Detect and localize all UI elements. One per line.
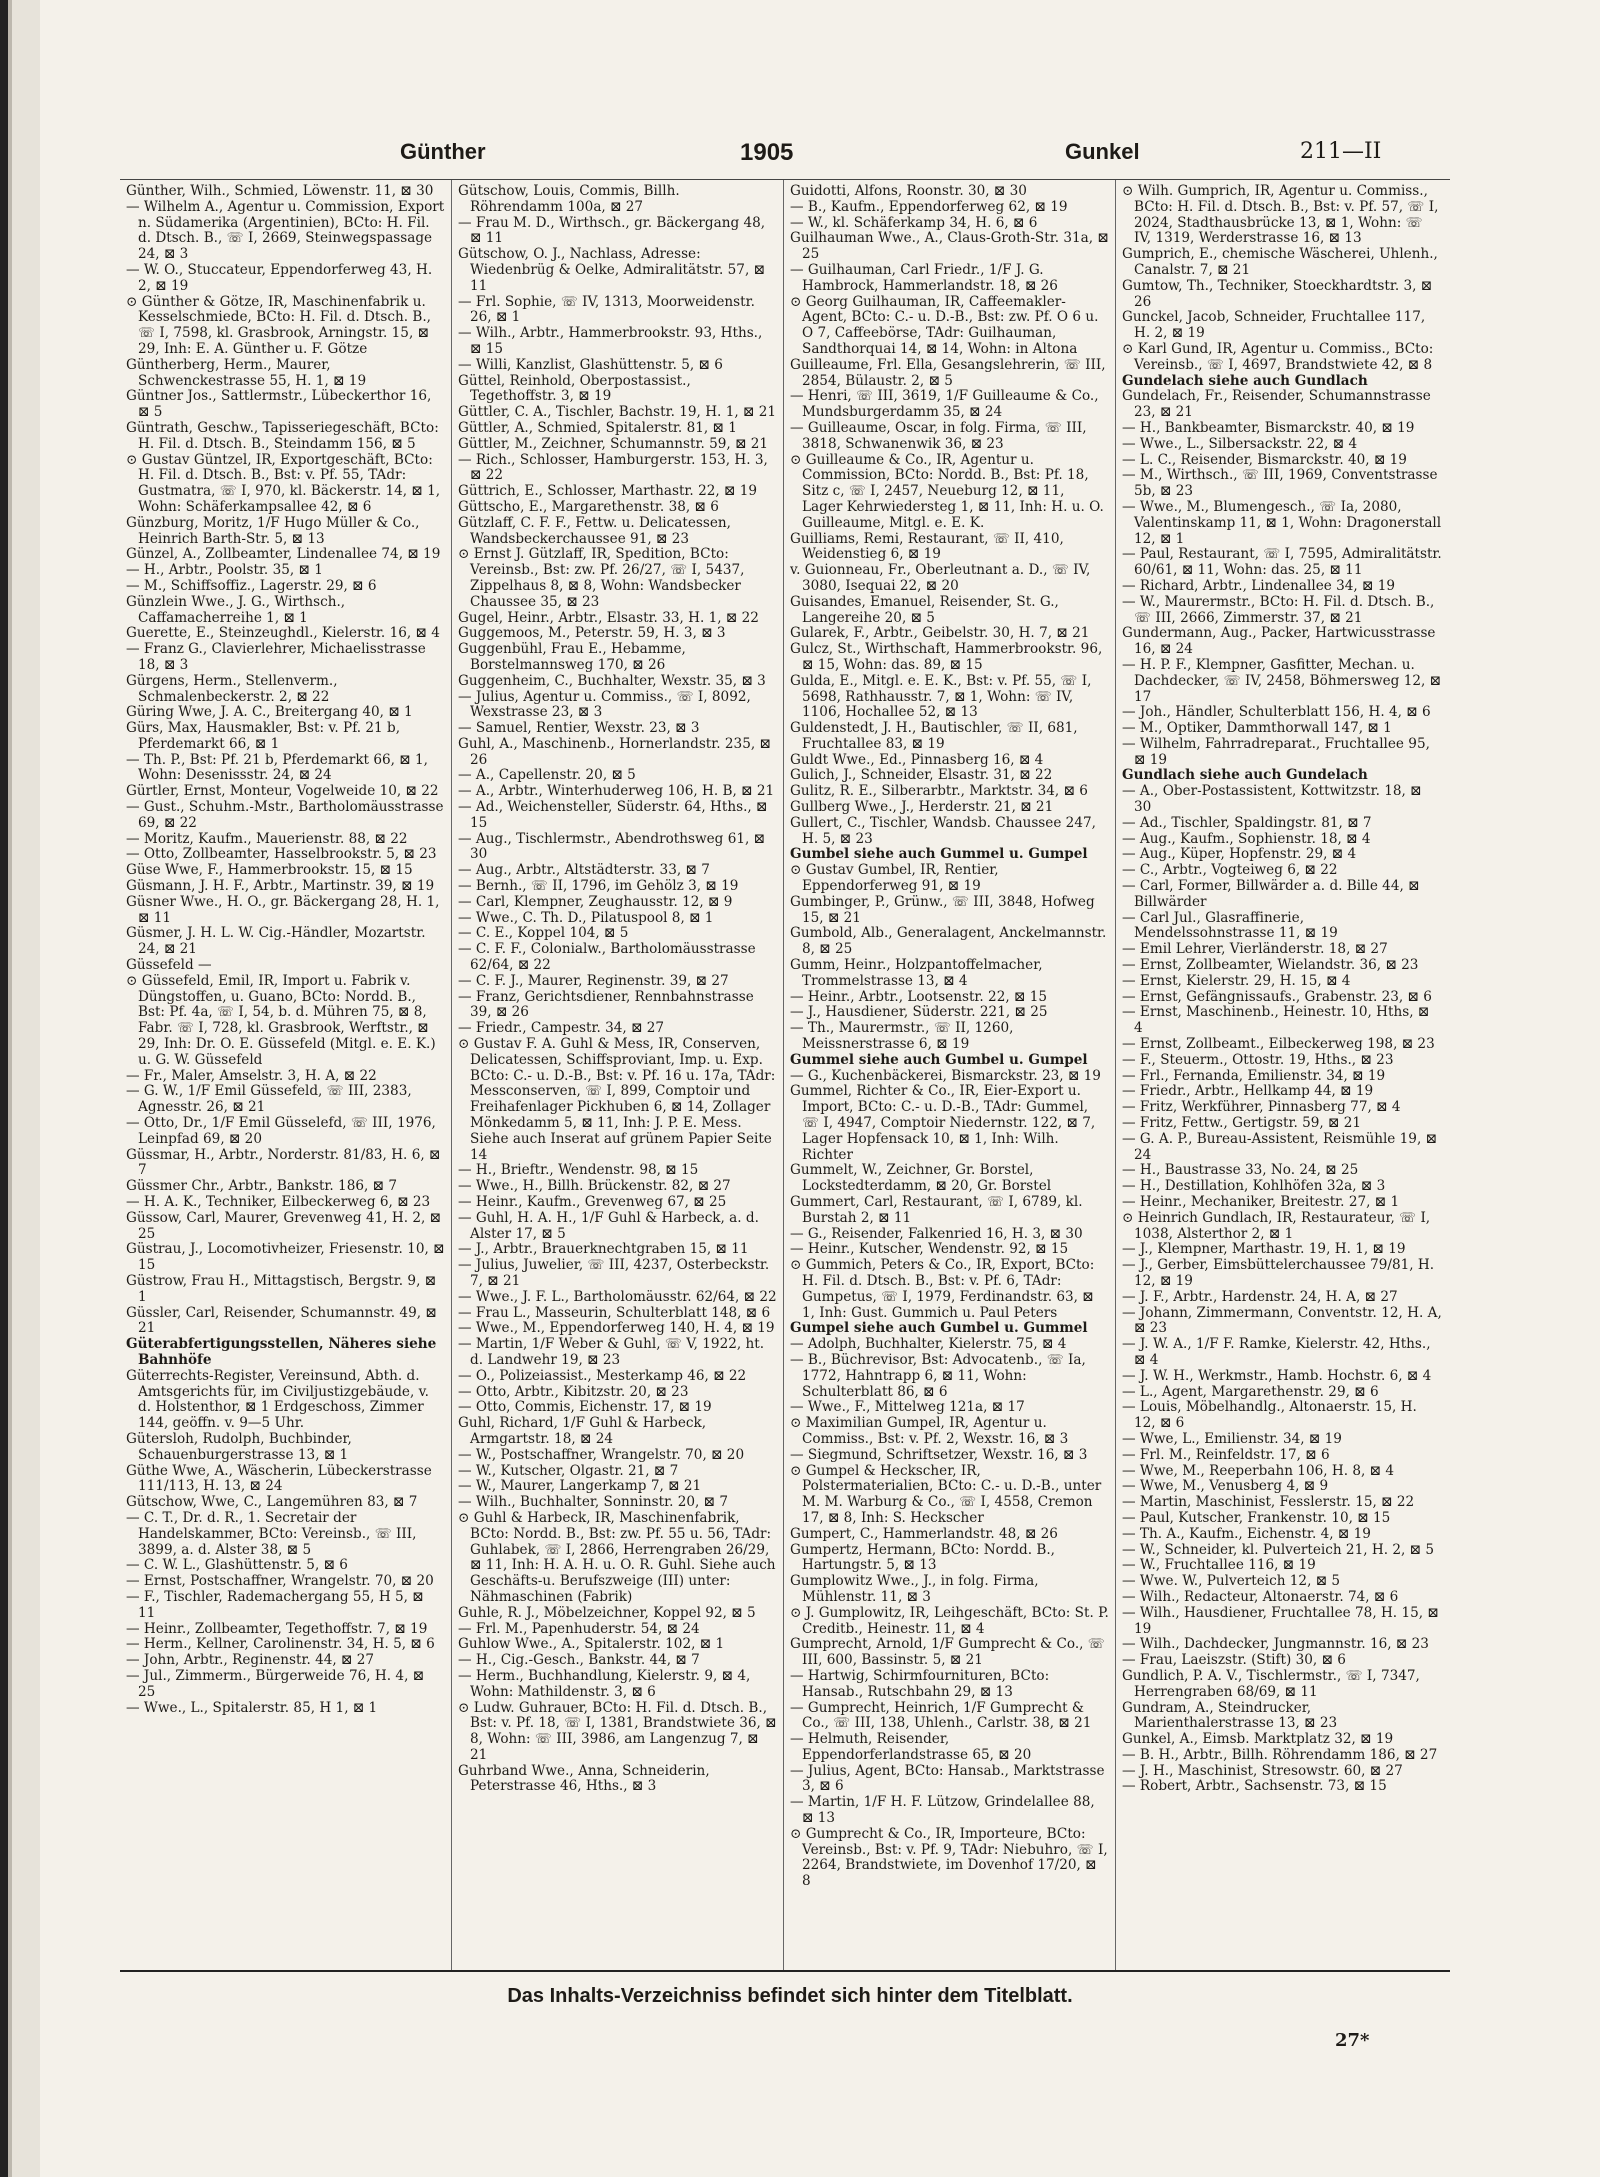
- directory-entry: — Frl. Sophie, ☏ IV, 1313, Moorweidenstr. 26, ⊠ 1: [458, 293, 755, 326]
- directory-entry: — W. O., Stuccateur, Eppendorferweg 43, H. 2, ⊠ 19: [126, 261, 433, 294]
- footer-notice: Das Inhalts-Verzeichniss befindet sich hinter dem Titelblatt.: [507, 1985, 1073, 2007]
- directory-entry: — M., Optiker, Dammthorwall 147, ⊠ 1: [1122, 720, 1392, 737]
- directory-entry: — Otto, Dr., 1/F Emil Güsselefd, ☏ III, 1976, Leinpfad 69, ⊠ 20: [126, 1115, 436, 1147]
- signature-mark: 27*: [1335, 2030, 1370, 2051]
- directory-entry: — Wwe., M., Blumengesch., ☏ Ia, 2080, Valentinskamp 11, ⊠ 1, Wohn: Dragonerstall 12, ⊠ 1: [1122, 498, 1442, 547]
- directory-entry: — J. W. H., Werkmstr., Hamb. Hochstr. 6, ⊠ 4: [1122, 1367, 1432, 1384]
- directory-entry: v. Guionneau, Fr., Oberleutnant a. D., ☏ IV, 3080, Isequai 22, ⊠ 20: [790, 562, 1091, 594]
- directory-entry: ⊙ Gummich, Peters & Co., IR, Export, BCto: H. Fil. d. Dtsch. B., Bst: v. Pf. 6, TAdr: Gumpetus, ☏ I, 1979, Ferdinandstr. 63, ⊠ 1, Inh: Gust. Gummich u. Paul Peters: [790, 1257, 1095, 1321]
- directory-entry: — Heinr., Arbtr., Lootsenstr. 22, ⊠ 15: [790, 988, 1047, 1005]
- directory-entry: — C. T., Dr. d. R., 1. Secretair der Handelskammer, BCto: Vereinsb., ☏ III, 3899, a. d. Alster 38, ⊠ 5: [126, 1509, 417, 1558]
- directory-entry: ⊙ Günther & Götze, IR, Maschinenfabrik u. Kesselschmiede, BCto: H. Fil. d. Dtsch. B., ☏ I, 7598, kl. Grasbrook, Arningstr. 15, ⊠ 29, Inh: E. A. Günther u. F. Götze: [126, 293, 431, 357]
- directory-entry: Gumpertz, Hermann, BCto: Nordd. B., Hartungstr. 5, ⊠ 13: [790, 1541, 1056, 1574]
- directory-entry: Güse Wwe, F., Hammerbrookstr. 15, ⊠ 15: [126, 862, 413, 879]
- directory-entry: Gumbinger, P., Grünw., ☏ III, 3848, Hofweg 15, ⊠ 21: [790, 893, 1095, 926]
- directory-columns: [120, 179, 1450, 1972]
- directory-entry: — H. P. F., Klempner, Gasfitter, Mechan. u. Dachdecker, ☏ IV, 2458, Böhmersweg 12, ⊠ 17: [1122, 656, 1442, 705]
- directory-entry: — H., Destillation, Kohlhöfen 32a, ⊠ 3: [1122, 1178, 1386, 1195]
- directory-entry: — A., Capellenstr. 20, ⊠ 5: [458, 767, 636, 784]
- directory-entry: — W., kl. Schäferkamp 34, H. 6, ⊠ 6: [790, 214, 1038, 231]
- directory-entry: — Wwe., L., Silbersackstr. 22, ⊠ 4: [1122, 435, 1358, 452]
- directory-entry: Gumplowitz Wwe., J., in folg. Firma, Mühlenstr. 11, ⊠ 3: [790, 1573, 1039, 1605]
- directory-entry: — Julius, Agent, BCto: Hansab., Marktstrasse 3, ⊠ 6: [790, 1762, 1105, 1795]
- directory-entry: Gummel, Richter & Co., IR, Eier-Export u. Import, BCto: C.- u. D.-B., TAdr: Gummel, ☏ I, 4947, Comptoir Niedernstr. 122, ⊠ 7, Lager Hopfensack 10, ⊠ 1, Inh: Wilh. Richter: [790, 1083, 1096, 1163]
- directory-entry: — Emil Lehrer, Vierländerstr. 18, ⊠ 27: [1122, 941, 1388, 958]
- directory-entry: Güterabfertigungsstellen, Näheres siehe Bahnhöfe: [126, 1336, 437, 1368]
- directory-entry: — Heinr., Kaufm., Grevenweg 67, ⊠ 25: [458, 1194, 727, 1210]
- directory-entry: ⊙ Ludw. Guhrauer, BCto: H. Fil. d. Dtsch. B., Bst: v. Pf. 18, ☏ I, 1381, Brandstwiete 36, ⊠ 8, Wohn: ☏ III, 3986, am Langenzug 7, ⊠ 21: [458, 1699, 777, 1763]
- directory-entry: Gürs, Max, Hausmakler, Bst: v. Pf. 21 b, Pferdemarkt 66, ⊠ 1: [126, 720, 401, 752]
- directory-entry: Günzburg, Moritz, 1/F Hugo Müller & Co., Heinrich Barth-Str. 5, ⊠ 13: [126, 514, 420, 547]
- directory-entry: Güttler, A., Schmied, Spitalerstr. 81, ⊠ 1: [458, 419, 737, 436]
- directory-entry: Guilliams, Remi, Restaurant, ☏ II, 410, Weidenstieg 6, ⊠ 19: [790, 530, 1064, 563]
- directory-entry: Güsner Wwe., H. O., gr. Bäckergang 28, H. 1, ⊠ 11: [126, 893, 440, 926]
- directory-entry: — Wwe., F., Mittelweg 121a, ⊠ 17: [790, 1399, 1025, 1416]
- directory-entry: — Frau, Laeiszstr. (Stift) 30, ⊠ 6: [1122, 1652, 1346, 1669]
- directory-entry: Guggenbühl, Frau E., Hebamme, Borstelmannsweg 170, ⊠ 26: [458, 641, 686, 673]
- directory-entry: ⊙ Karl Gund, IR, Agentur u. Commiss., BCto: Vereinsb., ☏ I, 4697, Brandstwiete 42, ⊠ 8: [1122, 340, 1434, 373]
- directory-entry: — J. F., Arbtr., Hardenstr. 24, H. A, ⊠ 27: [1122, 1288, 1398, 1305]
- directory-entry: — W., Kutscher, Olgastr. 21, ⊠ 7: [458, 1462, 679, 1479]
- page-binding-edge: [0, 0, 40, 2177]
- directory-entry: — Wwe, M., Reeperbahn 106, H. 8, ⊠ 4: [1122, 1462, 1395, 1479]
- directory-entry: — Otto, Commis, Eichenstr. 17, ⊠ 19: [458, 1399, 712, 1416]
- directory-entry: — Robert, Arbtr., Sachsenstr. 73, ⊠ 15: [1122, 1778, 1387, 1795]
- directory-entry: — Julius, Juwelier, ☏ III, 4237, Osterbeckstr. 7, ⊠ 21: [458, 1257, 770, 1289]
- directory-entry: ⊙ Maximilian Gumpel, IR, Agentur u. Commiss., Bst: v. Pf. 2, Wexstr. 16, ⊠ 3: [790, 1415, 1069, 1447]
- column-1: [120, 180, 452, 1970]
- directory-entry: — W., Postschaffner, Wrangelstr. 70, ⊠ 20: [458, 1446, 745, 1463]
- directory-entry: — J., Klempner, Marthastr. 19, H. 1, ⊠ 19: [1122, 1241, 1406, 1258]
- directory-entry: — Wwe., J. F. L., Bartholomäusstr. 62/64, ⊠ 22: [458, 1288, 777, 1305]
- directory-entry: Guhrband Wwe., Anna, Schneiderin, Peterstrasse 46, Hths., ⊠ 3: [458, 1762, 710, 1795]
- directory-entry: — Ernst, Maschinenb., Heinestr. 10, Hths, ⊠ 4: [1122, 1004, 1430, 1037]
- directory-entry: — Frau M. D., Wirthsch., gr. Bäckergang 48, ⊠ 11: [458, 214, 766, 247]
- directory-entry: — Ernst, Gefängnissaufs., Grabenstr. 23, ⊠ 6: [1122, 988, 1432, 1005]
- directory-entry: Gummelt, W., Zeichner, Gr. Borstel, Lockstedterdamm, ⊠ 20, Gr. Borstel: [790, 1162, 1052, 1195]
- directory-entry: — Martin, 1/F H. F. Lützow, Grindelallee 88, ⊠ 13: [790, 1794, 1095, 1827]
- directory-entry: — Frl., Fernanda, Emilienstr. 34, ⊠ 19: [1122, 1067, 1386, 1084]
- directory-entry: Günzel, A., Zollbeamter, Lindenallee 74, ⊠ 19: [126, 546, 441, 563]
- directory-entry: — Martin, Maschinist, Fesslerstr. 15, ⊠ 22: [1122, 1494, 1415, 1511]
- directory-entry: ⊙ Guilleaume & Co., IR, Agentur u. Commission, BCto: Nordd. B., Bst: Pf. 18, Sitz c, ☏ I, 2457, Neueburg 12, ⊠ 11, Lager Kehrwiedersteg 1, ⊠ 11, Inh: H. u. O. Guilleaume, Mitgl. e. E. K.: [790, 451, 1104, 531]
- directory-entry: Gürgens, Herm., Stellenverm., Schmalenbeckerstr. 2, ⊠ 22: [126, 672, 338, 705]
- directory-entry: — Aug., Tischlermstr., Abendrothsweg 61, ⊠ 30: [458, 830, 766, 863]
- directory-entry: Güstrow, Frau H., Mittagstisch, Bergstr. 9, ⊠ 1: [126, 1272, 437, 1305]
- directory-entry: Gützlaff, C. F. F., Fettw. u. Delicatessen, Wandsbeckerchaussee 91, ⊠ 23: [458, 514, 731, 547]
- directory-entry: Gumprecht, Arnold, 1/F Gumprecht & Co., ☏ III, 600, Bassinstr. 5, ⊠ 21: [790, 1636, 1105, 1669]
- directory-entry: — Th. P., Bst: Pf. 21 b, Pferdemarkt 66, ⊠ 1, Wohn: Desenissstr. 24, ⊠ 24: [126, 751, 428, 784]
- directory-entry: — F., Tischler, Rademachergang 55, H 5, ⊠ 11: [126, 1588, 424, 1621]
- directory-entry: Günzlein Wwe., J. G., Wirthsch., Caffamacherreihe 1, ⊠ 1: [126, 593, 346, 626]
- directory-entry: Günther, Wilh., Schmied, Löwenstr. 11, ⊠ 30: [126, 183, 434, 199]
- directory-entry: Gumtow, Th., Techniker, Stoeckhardtstr. 3, ⊠ 26: [1122, 277, 1433, 310]
- header-first-name: Günther: [400, 139, 486, 164]
- directory-entry: Güttel, Reinhold, Oberpostassist., Tegethoffstr. 3, ⊠ 19: [458, 372, 691, 405]
- directory-entry: — Moritz, Kaufm., Mauerienstr. 88, ⊠ 22: [126, 830, 408, 847]
- directory-entry: — Herm., Kellner, Carolinenstr. 34, H. 5, ⊠ 6: [126, 1636, 435, 1653]
- directory-entry: — J. W. A., 1/F F. Ramke, Kielerstr. 42, Hths., ⊠ 4: [1122, 1336, 1431, 1368]
- directory-entry: Guhlow Wwe., A., Spitalerstr. 102, ⊠ 1: [458, 1636, 725, 1653]
- directory-entry: Gumm, Heinr., Holzpantoffelmacher, Trommelstrasse 13, ⊠ 4: [790, 957, 1043, 989]
- directory-entry: — Jul., Zimmerm., Bürgerweide 76, H. 4, ⊠ 25: [126, 1667, 425, 1700]
- directory-entry: Gundram, A., Steindrucker, Marienthalerstrasse 13, ⊠ 23: [1122, 1699, 1338, 1732]
- directory-entry: — Heinr., Zollbeamter, Tegethoffstr. 7, ⊠ 19: [126, 1620, 428, 1637]
- directory-entry: — Heinr., Mechaniker, Breitestr. 27, ⊠ 1: [1122, 1194, 1400, 1210]
- directory-entry: Gütschow, Louis, Commis, Billh. Röhrendamm 100a, ⊠ 27: [458, 183, 680, 215]
- directory-entry: — G. A. P., Bureau-Assistent, Reismühle 19, ⊠ 24: [1122, 1130, 1437, 1163]
- directory-entry: Güttscho, E., Margarethenstr. 38, ⊠ 6: [458, 498, 719, 515]
- running-header: [120, 135, 1450, 175]
- directory-entry: Güsmann, J. H. F., Arbtr., Martinstr. 39, ⊠ 19: [126, 878, 435, 895]
- directory-entry: — Siegmund, Schriftsetzer, Wexstr. 16, ⊠ 3: [790, 1446, 1088, 1463]
- directory-entry: — Gust., Schuhm.-Mstr., Bartholomäusstrasse 69, ⊠ 22: [126, 799, 444, 831]
- directory-entry: — Wilhelm, Fahrradreparat., Fruchtallee 95, ⊠ 19: [1122, 735, 1430, 768]
- directory-entry: Gumpert, C., Hammerlandstr. 48, ⊠ 26: [790, 1525, 1058, 1542]
- directory-entry: Gullert, C., Tischler, Wandsb. Chaussee 247, H. 5, ⊠ 23: [790, 814, 1096, 847]
- directory-entry: Gugel, Heinr., Arbtr., Elsastr. 33, H. 1, ⊠ 22: [458, 609, 759, 626]
- directory-entry: — Friedr., Campestr. 34, ⊠ 27: [458, 1020, 665, 1037]
- directory-entry: Guldt Wwe., Ed., Pinnasberg 16, ⊠ 4: [790, 751, 1044, 768]
- directory-entry: Gürtler, Ernst, Monteur, Vogelweide 10, ⊠ 22: [126, 783, 439, 800]
- directory-entry: Guggemoos, M., Peterstr. 59, H. 3, ⊠ 3: [458, 625, 726, 642]
- directory-entry: — A., Ober-Postassistent, Kottwitzstr. 18, ⊠ 30: [1122, 783, 1422, 816]
- directory-entry: — Ernst, Postschaffner, Wrangelstr. 70, ⊠ 20: [126, 1573, 434, 1590]
- directory-entry: — Paul, Kutscher, Frankenstr. 10, ⊠ 15: [1122, 1509, 1391, 1526]
- directory-entry: Gütersloh, Rudolph, Buchbinder, Schauenburgerstrasse 13, ⊠ 1: [126, 1430, 352, 1463]
- directory-entry: Guerette, E., Steinzeughdl., Kielerstr. 16, ⊠ 4: [126, 625, 440, 642]
- directory-entry: Gummert, Carl, Restaurant, ☏ I, 6789, kl. Burstah 2, ⊠ 11: [790, 1194, 1083, 1226]
- directory-entry: — H. A. K., Techniker, Eilbeckerweg 6, ⊠ 23: [126, 1194, 431, 1210]
- header-year: 1905: [740, 139, 794, 166]
- directory-entry: — Guhl, H. A. H., 1/F Guhl & Harbeck, a. d. Alster 17, ⊠ 5: [458, 1209, 759, 1242]
- directory-entry: Güterrechts-Register, Vereinsund, Abth. d. Amtsgerichts für, im Civiljustizgebäude, v. d. Holstenthor, ⊠ 1 Erdgeschoss, Zimmer 144, geöffn. v. 9—5 Uhr.: [126, 1367, 429, 1432]
- directory-entry: — Carl, Former, Billwärder a. d. Bille 44, ⊠ Billwärder: [1122, 878, 1420, 910]
- directory-entry: — Ernst, Zollbeamt., Eilbeckerweg 198, ⊠ 23: [1122, 1036, 1435, 1053]
- directory-entry: — C. F. J., Maurer, Reginenstr. 39, ⊠ 27: [458, 972, 729, 989]
- directory-entry: Güthe Wwe, A., Wäscherin, Lübeckerstrasse 111/113, H. 13, ⊠ 24: [126, 1462, 432, 1495]
- directory-entry: — Wilh., Dachdecker, Jungmannstr. 16, ⊠ 23: [1122, 1636, 1429, 1653]
- header-page-number: 211—II: [1300, 139, 1382, 164]
- directory-entry: Gundelach siehe auch Gundlach: [1122, 372, 1368, 389]
- directory-entry: — G., Kuchenbäckerei, Bismarckstr. 23, ⊠ 19: [790, 1067, 1101, 1084]
- directory-entry: — J., Hausdiener, Süderstr. 221, ⊠ 25: [790, 1004, 1048, 1021]
- directory-entry: — Wilh., Arbtr., Hammerbrookstr. 93, Hths., ⊠ 15: [458, 325, 763, 357]
- directory-entry: — G., Reisender, Falkenried 16, H. 3, ⊠ 30: [790, 1225, 1083, 1242]
- directory-entry: — J. H., Maschinist, Stresowstr. 60, ⊠ 27: [1122, 1762, 1403, 1779]
- directory-entry: — Th., Maurermstr., ☏ II, 1260, Meissnerstrasse 6, ⊠ 19: [790, 1020, 1014, 1053]
- directory-entry: — C. E., Koppel 104, ⊠ 5: [458, 925, 629, 942]
- directory-entry: Güttler, C. A., Tischler, Bachstr. 19, H. 1, ⊠ 21: [458, 404, 776, 421]
- directory-entry: — Paul, Restaurant, ☏ I, 7595, Admiralitätstr. 60/61, ⊠ 11, Wohn: das. 25, ⊠ 11: [1122, 546, 1442, 579]
- directory-entry: ⊙ Gumpel & Heckscher, IR, Polstermaterialien, BCto: C.- u. D.-B., unter M. M. Warburg & Co., ☏ I, 4558, Cremon 17, ⊠ 8, Inh: S. Heckscher: [790, 1462, 1102, 1526]
- directory-entry: — Guilhauman, Carl Friedr., 1/F J. G. Hambrock, Hammerlandstr. 18, ⊠ 26: [790, 261, 1058, 294]
- directory-entry: — Wilhelm A., Agentur u. Commission, Export n. Südamerika (Argentinien), BCto: H. Fil. d. Dtsch. B., ☏ I, 2669, Steinwegspassage 24, ⊠ 3: [126, 198, 445, 263]
- directory-entry: — Wwe., H., Billh. Brückenstr. 82, ⊠ 27: [458, 1178, 731, 1195]
- directory-entry: — Herm., Buchhandlung, Kielerstr. 9, ⊠ 4, Wohn: Mathildenstr. 3, ⊠ 6: [458, 1667, 751, 1700]
- directory-entry: — Guilleaume, Oscar, in folg. Firma, ☏ III, 3818, Schwanenwik 36, ⊠ 23: [790, 419, 1087, 452]
- directory-entry: — Martin, 1/F Weber & Guhl, ☏ V, 1922, ht. d. Landwehr 19, ⊠ 23: [458, 1336, 765, 1368]
- directory-entry: — Ernst, Zollbeamter, Wielandstr. 36, ⊠ 23: [1122, 957, 1419, 974]
- directory-entry: — W., Maurer, Langerkamp 7, ⊠ 21: [458, 1478, 702, 1495]
- directory-entry: Güssmer Chr., Arbtr., Bankstr. 186, ⊠ 7: [126, 1178, 398, 1195]
- directory-entry: Gummel siehe auch Gumbel u. Gumpel: [790, 1051, 1088, 1068]
- directory-entry: ⊙ Gustav Gumbel, IR, Rentier, Eppendorferweg 91, ⊠ 19: [790, 862, 999, 895]
- directory-entry: — B., Büchrevisor, Bst: Advocatenb., ☏ Ia, 1772, Hahntrapp 6, ⊠ 11, Wohn: Schulterblatt 86, ⊠ 6: [790, 1351, 1086, 1400]
- directory-entry: — C. F. F., Colonialw., Bartholomäusstrasse 62/64, ⊠ 22: [458, 941, 756, 974]
- directory-entry: — Helmuth, Reisender, Eppendorferlandstrasse 65, ⊠ 20: [790, 1731, 1032, 1763]
- directory-entry: — Joh., Händler, Schulterblatt 156, H. 4, ⊠ 6: [1122, 704, 1431, 721]
- directory-entry: Güssow, Carl, Maurer, Grevenweg 41, H. 2, ⊠ 25: [126, 1209, 442, 1242]
- directory-entry: Gulcz, St., Wirthschaft, Hammerbrookstr. 96, ⊠ 15, Wohn: das. 89, ⊠ 15: [790, 641, 1103, 673]
- directory-entry: — A., Arbtr., Winterhuderweg 106, H. B, ⊠ 21: [458, 783, 775, 800]
- directory-entry: ⊙ Georg Guilhauman, IR, Caffeemakler-Agent, BCto: C.- u. D.-B., Bst: zw. Pf. O 6 u. O 7, Caffeebörse, TAdr: Guilhauman, Sandthorquai 14, ⊠ 14, Wohn: in Altona: [790, 293, 1099, 357]
- directory-entry: — Wwe., M., Eppendorferweg 140, H. 4, ⊠ 19: [458, 1320, 775, 1337]
- directory-entry: Gularek, F., Arbtr., Geibelstr. 30, H. 7, ⊠ 21: [790, 625, 1090, 642]
- directory-entry: — L. C., Reisender, Bismarckstr. 40, ⊠ 19: [1122, 451, 1407, 468]
- directory-entry: — J., Gerber, Eimsbüttelerchaussee 79/81, H. 12, ⊠ 19: [1122, 1257, 1435, 1289]
- directory-entry: — W., Schneider, kl. Pulverteich 21, H. 2, ⊠ 5: [1122, 1541, 1435, 1558]
- directory-entry: — Ad., Tischler, Spaldingstr. 81, ⊠ 7: [1122, 814, 1372, 831]
- directory-entry: — Bernh., ☏ II, 1796, im Gehölz 3, ⊠ 19: [458, 878, 739, 895]
- directory-entry: Guggenheim, C., Buchhalter, Wexstr. 35, ⊠ 3: [458, 672, 766, 689]
- directory-page: [120, 135, 1450, 2085]
- directory-entry: ⊙ Güssefeld, Emil, IR, Import u. Fabrik v. Düngstoffen, u. Guano, BCto: Nordd. B., Bst: Pf. 4a, ☏ I, 54, b. d. Mühren 75, ⊠ 8, Fabr. ☏ I, 728, kl. Grasbrook, Werftstr., ⊠ 29, Inh: Dr. O. E. Güssefeld (Mitgl. e. E. K.) u. G. W. Güssefeld: [126, 972, 436, 1068]
- header-last-name: Gunkel: [1065, 139, 1140, 164]
- directory-entry: Guilhauman Wwe., A., Claus-Groth-Str. 31a, ⊠ 25: [790, 230, 1109, 263]
- directory-entry: Güssler, Carl, Reisender, Schumannstr. 49, ⊠ 21: [126, 1304, 437, 1337]
- directory-entry: — Th. A., Kaufm., Eichenstr. 4, ⊠ 19: [1122, 1525, 1371, 1542]
- directory-entry: Güsmer, J. H. L. W. Cig.-Händler, Mozartstr. 24, ⊠ 21: [126, 925, 426, 958]
- directory-entry: Gulda, E., Mitgl. e. E. K., Bst: v. Pf. 55, ☏ I, 5698, Rathhausstr. 7, ⊠ 1, Wohn: ☏ IV, 1106, Hochallee 52, ⊠ 13: [790, 672, 1092, 721]
- directory-entry: — Otto, Zollbeamter, Hasselbrookstr. 5, ⊠ 23: [126, 846, 437, 863]
- directory-entry: Gumbel siehe auch Gummel u. Gumpel: [790, 846, 1088, 863]
- directory-entry: — Aug., Arbtr., Altstädterstr. 33, ⊠ 7: [458, 862, 710, 879]
- directory-entry: Gundlach siehe auch Gundelach: [1122, 767, 1368, 784]
- directory-entry: ⊙ Gustav F. A. Guhl & Mess, IR, Conserven, Delicatessen, Schiffsproviant, Imp. u. Exp. BCto: C.- u. D.-B., Bst: v. Pf. 16 u. 17a, TAdr: Messconserven, ☏ I, 899, Comptoir und Freihafenlager Pickhuben 6, ⊠ 14, Zollager Mönkedamm 5, ⊠ 11, Inh: J. P. E. Mess. Siehe auch Inserat auf grünem Papier Seite 14: [458, 1036, 776, 1163]
- directory-entry: — H., Bankbeamter, Bismarckstr. 40, ⊠ 19: [1122, 419, 1415, 436]
- column-2: [452, 180, 784, 1970]
- directory-entry: — Carl, Klempner, Zeughausstr. 12, ⊠ 9: [458, 893, 733, 910]
- directory-entry: — M., Wirthsch., ☏ III, 1969, Conventstrasse 5b, ⊠ 23: [1122, 467, 1438, 500]
- column-4: [1116, 180, 1448, 1970]
- directory-entry: Güstrau, J., Locomotivheizer, Friesenstr. 10, ⊠ 15: [126, 1241, 445, 1274]
- directory-entry: — Heinr., Kutscher, Wendenstr. 92, ⊠ 15: [790, 1241, 1069, 1258]
- directory-entry: ⊙ Ernst J. Gützlaff, IR, Spedition, BCto: Vereinsb., Bst: zw. Pf. 26/27, ☏ I, 5437, Zippelhaus 8, ⊠ 8, Wohn: Wandsbecker Chaussee 35, ⊠ 23: [458, 546, 745, 610]
- directory-entry: Güssefeld —: [126, 957, 212, 974]
- directory-entry: — Frau L., Masseurin, Schulterblatt 148, ⊠ 6: [458, 1304, 771, 1321]
- directory-entry: Güntrath, Geschw., Tapisseriegeschäft, BCto: H. Fil. d. Dtsch. B., Steindamm 156, ⊠ 5: [126, 419, 439, 452]
- directory-entry: — C. W. L., Glashüttenstr. 5, ⊠ 6: [126, 1557, 348, 1574]
- directory-entry: Gumbold, Alb., Generalagent, Anckelmannstr. 8, ⊠ 25: [790, 925, 1107, 958]
- directory-entry: ⊙ Gustav Güntzel, IR, Exportgeschäft, BCto: H. Fil. d. Dtsch. B., Bst: v. Pf. 55, TAdr: Gustmatra, ☏ I, 970, kl. Bäckerstr. 14, ⊠ 1, Wohn: Schäferkampsallee 42, ⊠ 6: [126, 451, 441, 515]
- directory-entry: — H., Arbtr., Poolstr. 35, ⊠ 1: [126, 562, 323, 579]
- directory-entry: Guhl, Richard, 1/F Guhl & Harbeck, Armgartstr. 18, ⊠ 24: [458, 1415, 707, 1447]
- directory-entry: — Wwe., L., Spitalerstr. 85, H 1, ⊠ 1: [126, 1699, 378, 1716]
- directory-entry: — W., Fruchtallee 116, ⊠ 19: [1122, 1557, 1316, 1574]
- directory-entry: — Julius, Agentur u. Commiss., ☏ I, 8092, Wexstrasse 23, ⊠ 3: [458, 688, 751, 721]
- directory-entry: — F., Steuerm., Ottostr. 19, Hths., ⊠ 23: [1122, 1051, 1394, 1068]
- directory-entry: Gunkel, A., Eimsb. Marktplatz 32, ⊠ 19: [1122, 1731, 1394, 1748]
- directory-entry: Gullberg Wwe., J., Herderstr. 21, ⊠ 21: [790, 799, 1054, 816]
- directory-entry: Gundlich, P. A. V., Tischlermstr., ☏ I, 7347, Herrengraben 68/69, ⊠ 11: [1122, 1667, 1420, 1700]
- directory-entry: Güssmar, H., Arbtr., Norderstr. 81/83, H. 6, ⊠ 7: [126, 1146, 441, 1179]
- directory-entry: — C., Arbtr., Vogteiweg 6, ⊠ 22: [1122, 862, 1338, 879]
- directory-entry: — Friedr., Arbtr., Hellkamp 44, ⊠ 19: [1122, 1083, 1374, 1100]
- directory-entry: — W., Maurermstr., BCto: H. Fil. d. Dtsch. B., ☏ III, 2666, Zimmerstr. 37, ⊠ 21: [1122, 593, 1435, 626]
- directory-entry: Güring Wwe, J. A. C., Breitergang 40, ⊠ 1: [126, 704, 413, 721]
- directory-entry: Güntner Jos., Sattlermstr., Lübeckerthor 16, ⊠ 5: [126, 388, 432, 421]
- directory-entry: — Wilh., Buchhalter, Sonninstr. 20, ⊠ 7: [458, 1494, 729, 1511]
- directory-entry: — H., Brieftr., Wendenstr. 98, ⊠ 15: [458, 1162, 699, 1179]
- directory-entry: — Adolph, Buchhalter, Kielerstr. 75, ⊠ 4: [790, 1336, 1067, 1353]
- directory-entry: — Hartwig, Schirmfournituren, BCto: Hansab., Rutschbahn 29, ⊠ 13: [790, 1667, 1050, 1700]
- directory-entry: — Ad., Weichensteller, Süderstr. 64, Hths., ⊠ 15: [458, 799, 768, 831]
- directory-entry: — Franz, Gerichtsdiener, Rennbahnstrasse 39, ⊠ 26: [458, 988, 754, 1021]
- directory-entry: Gulitz, R. E., Silberarbtr., Marktstr. 34, ⊠ 6: [790, 783, 1088, 800]
- directory-entry: Gütschow, Wwe, C., Langemühren 83, ⊠ 7: [126, 1494, 418, 1511]
- directory-entry: Gulich, J., Schneider, Elsastr. 31, ⊠ 22: [790, 767, 1053, 784]
- directory-entry: Guldenstedt, J. H., Bautischler, ☏ II, 681, Fruchtallee 83, ⊠ 19: [790, 720, 1078, 752]
- directory-entry: Gütschow, O. J., Nachlass, Adresse: Wiedenbrüg & Oelke, Admiralitätstr. 57, ⊠ 11: [458, 246, 765, 294]
- directory-entry: — Johann, Zimmermann, Conventstr. 12, H. A, ⊠ 23: [1122, 1304, 1442, 1337]
- directory-entry: Guhle, R. J., Möbelzeichner, Koppel 92, ⊠ 5: [458, 1604, 756, 1621]
- directory-entry: Gumprich, E., chemische Wäscherei, Uhlenh., Canalstr. 7, ⊠ 21: [1122, 246, 1438, 278]
- directory-entry: — Wilh., Hausdiener, Fruchtallee 78, H. 15, ⊠ 19: [1122, 1604, 1439, 1637]
- directory-entry: ⊙ Heinrich Gundlach, IR, Restaurateur, ☏ I, 1038, Alsterthor 2, ⊠ 1: [1122, 1209, 1431, 1242]
- directory-entry: Gundermann, Aug., Packer, Hartwicusstrasse 16, ⊠ 24: [1122, 625, 1436, 658]
- directory-entry: — Louis, Möbelhandlg., Altonaerstr. 15, H. 12, ⊠ 6: [1122, 1399, 1417, 1432]
- directory-entry: — Aug., Küper, Hopfenstr. 29, ⊠ 4: [1122, 846, 1357, 863]
- directory-entry: Gundelach, Fr., Reisender, Schumannstrasse 23, ⊠ 21: [1122, 388, 1431, 421]
- directory-entry: Guhl, A., Maschinenb., Hornerlandstr. 235, ⊠ 26: [458, 735, 771, 768]
- directory-entry: — M., Schiffsoffiz., Lagerstr. 29, ⊠ 6: [126, 577, 377, 594]
- directory-entry: — John, Arbtr., Reginenstr. 44, ⊠ 27: [126, 1652, 375, 1669]
- directory-entry: — Wwe, M., Venusberg 4, ⊠ 9: [1122, 1478, 1329, 1495]
- directory-entry: — O., Polizeiassist., Mesterkamp 46, ⊠ 22: [458, 1367, 747, 1384]
- directory-entry: — Henri, ☏ III, 3619, 1/F Guilleaume & Co., Mundsburgerdamm 35, ⊠ 24: [790, 388, 1099, 421]
- directory-entry: — Fritz, Werkführer, Pinnasberg 77, ⊠ 4: [1122, 1099, 1401, 1116]
- directory-entry: ⊙ J. Gumplowitz, IR, Leihgeschäft, BCto: St. P. Creditb., Heinestr. 11, ⊠ 4: [790, 1604, 1109, 1637]
- directory-entry: — Carl Jul., Glasraffinerie, Mendelssohnstrasse 11, ⊠ 19: [1122, 909, 1338, 942]
- directory-entry: — Wwe., C. Th. D., Pilatuspool 8, ⊠ 1: [458, 909, 714, 926]
- directory-entry: — Ernst, Kielerstr. 29, H. 15, ⊠ 4: [1122, 972, 1351, 989]
- directory-entry: — Wilh., Redacteur, Altonaerstr. 74, ⊠ 6: [1122, 1588, 1399, 1605]
- directory-entry: Güttrich, E., Schlosser, Marthastr. 22, ⊠ 19: [458, 483, 758, 500]
- directory-entry: ⊙ Wilh. Gumprich, IR, Agentur u. Commiss., BCto: H. Fil. d. Dtsch. B., Bst: v. Pf. 57, ☏ I, 2024, Stadthausbrücke 13, ⊠ 1, Wohn: ☏ IV, 1319, Werderstrasse 16, ⊠ 13: [1122, 183, 1439, 247]
- directory-entry: — Samuel, Rentier, Wexstr. 23, ⊠ 3: [458, 720, 700, 737]
- directory-entry: — Otto, Arbtr., Kibitzstr. 20, ⊠ 23: [458, 1383, 689, 1400]
- directory-entry: Gumpel siehe auch Gumbel u. Gummel: [790, 1320, 1088, 1337]
- directory-entry: Güntherberg, Herm., Maurer, Schwenckestrasse 55, H. 1, ⊠ 19: [126, 356, 367, 389]
- directory-entry: — Fr., Maler, Amselstr. 3, H. A, ⊠ 22: [126, 1067, 377, 1084]
- directory-entry: Guisandes, Emanuel, Reisender, St. G., Langereihe 20, ⊠ 5: [790, 593, 1059, 626]
- directory-entry: — J., Arbtr., Brauerknechtgraben 15, ⊠ 11: [458, 1241, 749, 1258]
- directory-entry: Güttler, M., Zeichner, Schumannstr. 59, ⊠ 21: [458, 435, 769, 452]
- directory-entry: — Aug., Kaufm., Sophienstr. 18, ⊠ 4: [1122, 830, 1371, 847]
- directory-entry: ⊙ Gumprecht & Co., IR, Importeure, BCto: Vereinsb., Bst: v. Pf. 9, TAdr: Niebuhro, ☏ I, 2264, Brandstwiete, im Dovenhof 17/20, ⊠ 8: [790, 1825, 1108, 1890]
- directory-entry: — Frl. M., Papenhuderstr. 54, ⊠ 24: [458, 1620, 700, 1637]
- directory-entry: — G. W., 1/F Emil Güssefeld, ☏ III, 2383, Agnesstr. 26, ⊠ 21: [126, 1083, 412, 1116]
- directory-entry: — B. H., Arbtr., Billh. Röhrendamm 186, ⊠ 27: [1122, 1746, 1438, 1763]
- directory-entry: — Gumprecht, Heinrich, 1/F Gumprecht & Co., ☏ III, 138, Uhlenh., Carlstr. 38, ⊠ 21: [790, 1699, 1092, 1732]
- directory-entry: — Wwe, L., Emilienstr. 34, ⊠ 19: [1122, 1430, 1342, 1447]
- directory-entry: — Frl. M., Reinfeldstr. 17, ⊠ 6: [1122, 1446, 1330, 1463]
- directory-entry: — Fritz, Fettw., Gertigstr. 59, ⊠ 21: [1122, 1115, 1362, 1132]
- directory-entry: — Willi, Kanzlist, Glashüttenstr. 5, ⊠ 6: [458, 356, 723, 373]
- column-3: [784, 180, 1116, 1970]
- directory-entry: — Rich., Schlosser, Hamburgerstr. 153, H. 3, ⊠ 22: [458, 451, 768, 484]
- directory-entry: Guidotti, Alfons, Roonstr. 30, ⊠ 30: [790, 183, 1027, 199]
- directory-entry: — Franz G., Clavierlehrer, Michaelisstrasse 18, ⊠ 3: [126, 641, 426, 673]
- directory-entry: — L., Agent, Margarethenstr. 29, ⊠ 6: [1122, 1383, 1379, 1400]
- directory-entry: — H., Baustrasse 33, No. 24, ⊠ 25: [1122, 1162, 1359, 1179]
- directory-entry: Guilleaume, Frl. Ella, Gesangslehrerin, ☏ III, 2854, Bülaustr. 2, ⊠ 5: [790, 356, 1106, 389]
- directory-entry: Gunckel, Jacob, Schneider, Fruchtallee 117, H. 2, ⊠ 19: [1122, 309, 1426, 342]
- directory-entry: — Wwe. W., Pulverteich 12, ⊠ 5: [1122, 1573, 1341, 1590]
- directory-entry: ⊙ Guhl & Harbeck, IR, Maschinenfabrik, BCto: Nordd. B., Bst: zw. Pf. 55 u. 56, TAdr: Guhlabek, ☏ I, 2866, Herrengraben 26/29, ⊠ 11, Inh: H. A. H. u. O. R. Guhl. Siehe auch Geschäfts-u. Berufszweige (III) unter: Nähmaschinen (Fabrik): [458, 1509, 776, 1605]
- directory-entry: — Richard, Arbtr., Lindenallee 34, ⊠ 19: [1122, 577, 1396, 594]
- directory-entry: — H., Cig.-Gesch., Bankstr. 44, ⊠ 7: [458, 1652, 700, 1669]
- directory-entry: — B., Kaufm., Eppendorferweg 62, ⊠ 19: [790, 198, 1068, 215]
